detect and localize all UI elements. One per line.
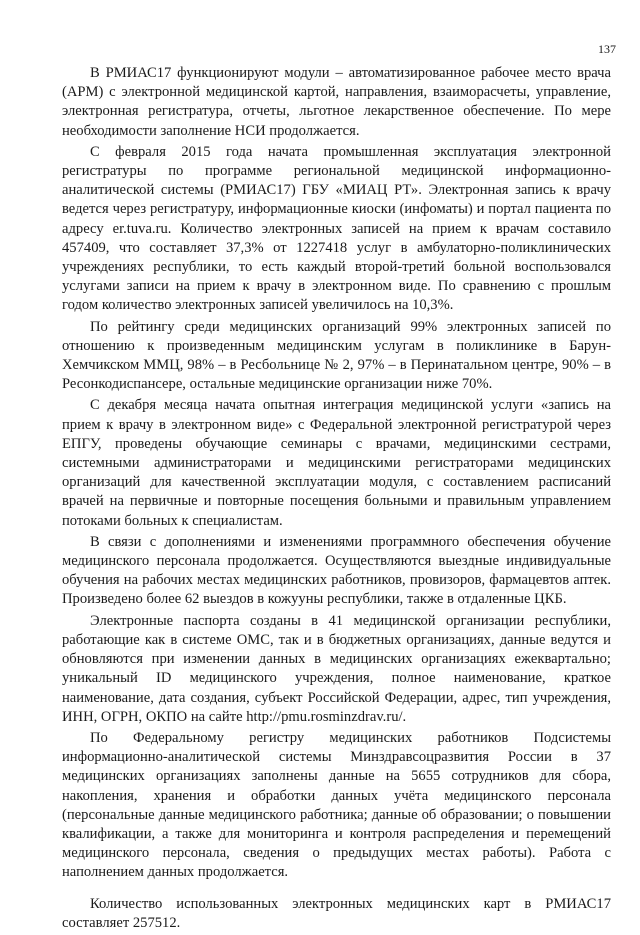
- page-number: 137: [598, 42, 616, 56]
- paragraph-training: В связи с дополнениями и изменениями программного обеспечения обучение медицинского персонала продолжается. Осуществляются выездные индивидуальные обучения на рабочих местах медицинских работников, провизоров, фармацевтов аптек. Произведено более 62 выездов в кожууны республики, также в отдаленные ЦКБ.: [62, 533, 611, 608]
- paragraph-federal-register: По Федеральному регистру медицинских работников Подсистемы информационно-аналитической системы Минздравсоцразвития России в 37 медицинских организациях заполнены данные на 5655 сотрудников для сбора, накопления, хранения и обработки данных учёта медицинского персонала (персональные данные медицинского работника; данные об образовании; о повышении квалификации, а также для мониторинга и контроля распределения и перемещений медицинского персонала, сведения о предыдущих местах работы). Работа с наполнением данных продолжается.: [62, 729, 611, 881]
- document-body: [62, 64, 611, 935]
- paragraph-passports: Электронные паспорта созданы в 41 медицинской организации республики, работающие как в системе ОМС, так и в бюджетных организациях, данные ведутся и обновляются при изменении данных в медицинских организациях ежеквартально; уникальный ID медицинского учреждения, полное наименование, краткое наименование, дата создания, субъект Российской Федерации, адрес, тип учреждения, ИНН, ОГРН, ОКПО на сайте http://pmu.rosminzdrav.ru/.: [62, 612, 611, 725]
- paragraph-rating: По рейтингу среди медицинских организаций 99% электронных записей по отношению к произведенным медицинским услугам в поликлинике в Барун-Хемчикском ММЦ, 98% – в Ресбольнице № 2, 97% – в Перинатальном центре, 90% – в Ресонкодиспансере, остальные медицинские организации ниже 70%.: [62, 318, 611, 393]
- paragraph-medical-cards: Количество использованных электронных медицинских карт в РМИАС17 составляет 257512.: [62, 895, 611, 931]
- paragraph-electronic-registry: С февраля 2015 года начата промышленная эксплуатация электронной регистратуры по программе региональной медицинской информационно-аналитической системы (РМИАС17) ГБУ «МИАЦ РТ». Электронная запись к врачу ведется через регистратуру, информационные киоски (инфоматы) и портал пациента по адресу er.tuva.ru. Количество электронных записей на прием к врачам составило 457409, что составляет 37,3% от 1227418 услуг в амбулаторно-поликлинических учреждениях республики, то есть каждый второй-третий больной воспользовался услугами записи на прием к врачу в электронном виде. По сравнению с прошлым годом количество электронных записей увеличилось на 10,3%.: [62, 143, 611, 314]
- paragraph-modules: В РМИАС17 функционируют модули – автоматизированное рабочее место врача (АРМ) с электронной медицинской картой, направления, взаиморасчеты, управление, электронная регистратура, отчеты, льготное лекарственное обеспечение. По мере необходимости заполнение НСИ продолжается.: [62, 65, 611, 139]
- paragraph-integration: С декабря месяца начата опытная интеграция медицинской услуги «запись на прием к врачу в электронном виде» с Федеральной электронной регистратурой через ЕПГУ, проведены обучающие семинары с врачами, медицинскими сестрами, системными администраторами и медицинскими регистраторами медицинских организаций для качественной эксплуатации модуля, с составлением расписаний врачей на первичные и повторные посещения больными и правильным управлением потоками больных к специалистам.: [62, 397, 611, 529]
